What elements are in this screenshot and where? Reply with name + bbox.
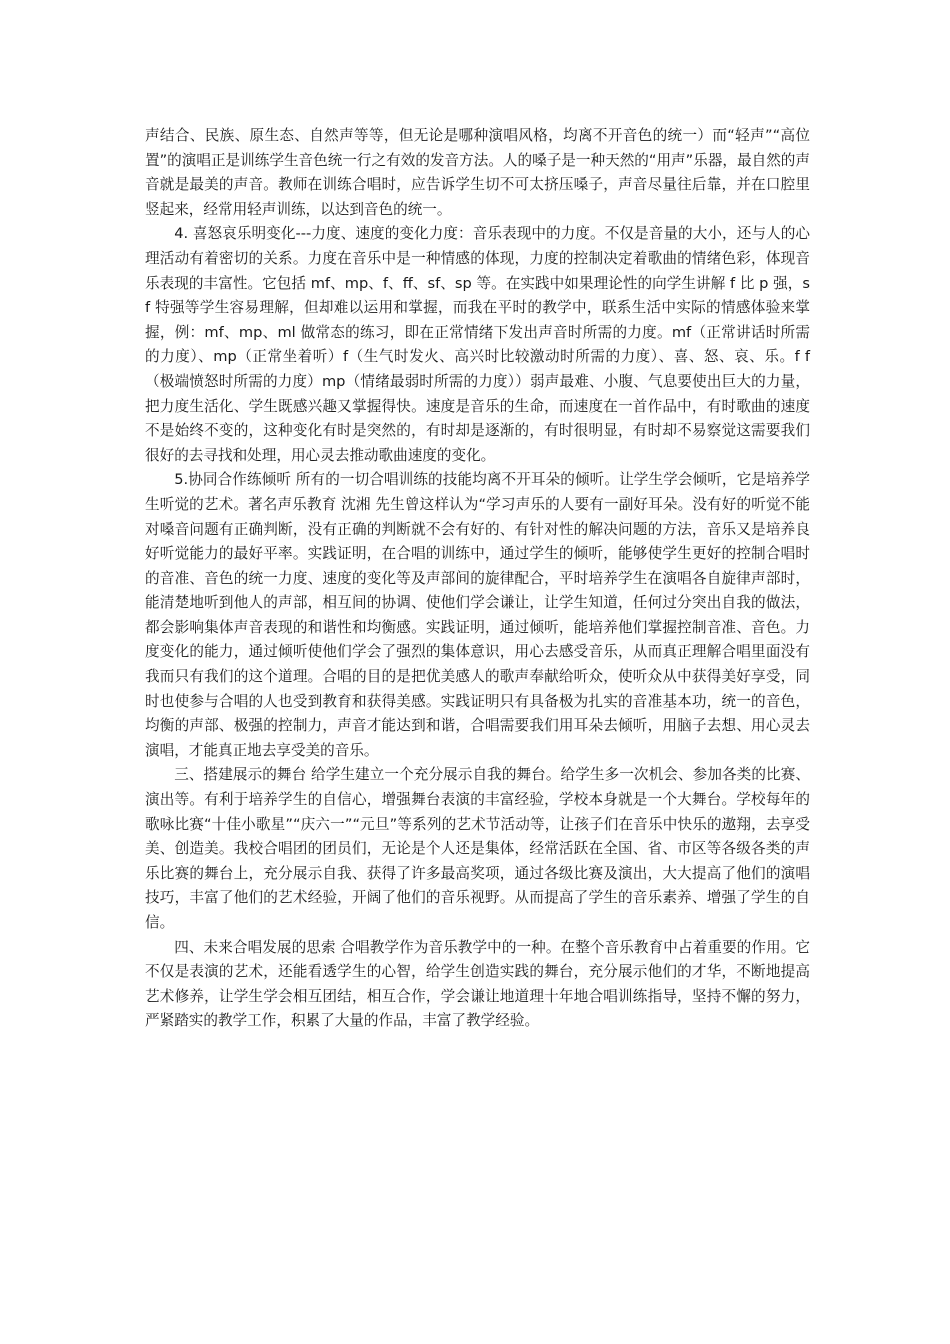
document-page — [145, 124, 810, 1034]
paragraph-future: 四、未来合唱发展的思索 合唱教学作为音乐教学中的一种。在整个音乐教育中占着重要的作用。它不仅是表演的艺术，还能看透学生的心智，给学生创造实践的舞台，充分展示他们的才华，不断地提高艺术修养，让学生学会相互团结，相互合作，学会谦让地道理十年地合唱训练指导，坚持不懈的努力，严紧踏实的教学工作，积累了大量的作品，丰富了教学经验。 — [145, 938, 810, 1030]
paragraph-dynamics-tempo: 4. 喜怒哀乐明变化---力度、速度的变化力度：音乐表现中的力度。不仅是音量的大小，还与人的心理活动有着密切的关系。力度在音乐中是一种情感的体现，力度的控制决定着歌曲的情绪色彩，体现音乐表现的丰富性。它包括 mf、mp、f、ff、sf、sp 等。在实践中如果理论性的向学生讲解 f 比 p 强，sf 特强等学生容易理解，但却难以运用和掌握，而我在平时的教学中，联系生活中实际的情感体验来掌握，例：mf、mp、ml 做常态的练习，即在正常情绪下发出声音时所需的力度。mf（正常讲话时所需的力度）、mp（正常坐着听）f（生气时发火、高兴时比较激动时所需的力度）、喜、怒、哀、乐。f f（极端愤怒时所需的力度）mp（情绪最弱时所需的力度））弱声最难、小腹、气息要使出巨大的力量，把力度生活化、学生既感兴趣又掌握得快。速度是音乐的生命，而速度在一首作品中，有时歌曲的速度不是始终不变的，这种变化有时是突然的，有时却是逐渐的，有时很明显，有时却不易察觉这需要我们很好的去寻找和处理，用心灵去推动歌曲速度的变化。 — [145, 225, 810, 464]
paragraph-continuation: 声结合、民族、原生态、自然声等等，但无论是哪种演唱风格，均离不开音色的统一）而“轻声”“高位置”的演唱正是训练学生音色统一行之有效的发音方法。人的嗓子是一种天然的“用声”乐器，最自然的声音就是最美的声音。教师在训练合唱时，应告诉学生切不可太挤压嗓子，声音尽量往后靠，并在口腔里竖起来，经常用轻声训练，以达到音色的统一。 — [145, 127, 810, 218]
paragraph-listening: 5.协同合作练倾听 所有的一切合唱训练的技能均离不开耳朵的倾听。让学生学会倾听，它是培养学生听觉的艺术。著名声乐教育 沈湘 先生曾这样认为“学习声乐的人要有一副好耳朵。没有好的听觉不能对嗓音问题有正确判断，没有正确的判断就不会有好的、有针对性的解决问题的方法，音乐又是培养良好听觉能力的最好平率。实践证明，在合唱的训练中，通过学生的倾听，能够使学生更好的控制合唱时的音准、音色的统一力度、速度的变化等及声部间的旋律配合，平时培养学生在演唱各自旋律声部时，能清楚地听到他人的声部，相互间的协调、使他们学会谦让，让学生知道，任何过分突出自我的做法，都会影响集体声音表现的和谐性和均衡感。实践证明，通过倾听，能培养他们掌握控制音准、音色。力度变化的能力，通过倾听使他们学会了强烈的集体意识，用心去感受音乐，从而真正理解合唱里面没有我而只有我们的这个道理。合唱的目的是把优美感人的歌声奉献给听众，使听众从中获得美好享受，同时也使参与合唱的人也受到教育和获得美感。实践证明只有具备极为扎实的音准基本功，统一的音色，均衡的声部、极强的控制力，声音才能达到和谐，合唱需要我们用耳朵去倾听，用脑子去想、用心灵去演唱，才能真正地去享受美的音乐。 — [145, 471, 810, 759]
paragraph-stage: 三、搭建展示的舞台 给学生建立一个充分展示自我的舞台。给学生多一次机会、参加各类的比赛、演出等。有利于培养学生的自信心，增强舞台表演的丰富经验，学校本身就是一个大舞台。学校每年的歌咏比赛“十佳小歌星”“庆六一”“元旦”等系列的艺术节活动等，让孩子们在音乐中快乐的遨翔，去享受美、创造美。我校合唱团的团员们，无论是个人还是集体，经常活跃在全国、省、市区等各级各类的声乐比赛的舞台上，充分展示自我、获得了许多最高奖项，通过各级比赛及演出，大大提高了他们的演唱技巧，丰富了他们的艺术经验，开阔了他们的音乐视野。从而提高了学生的音乐素养、增强了学生的自信。 — [145, 766, 810, 931]
